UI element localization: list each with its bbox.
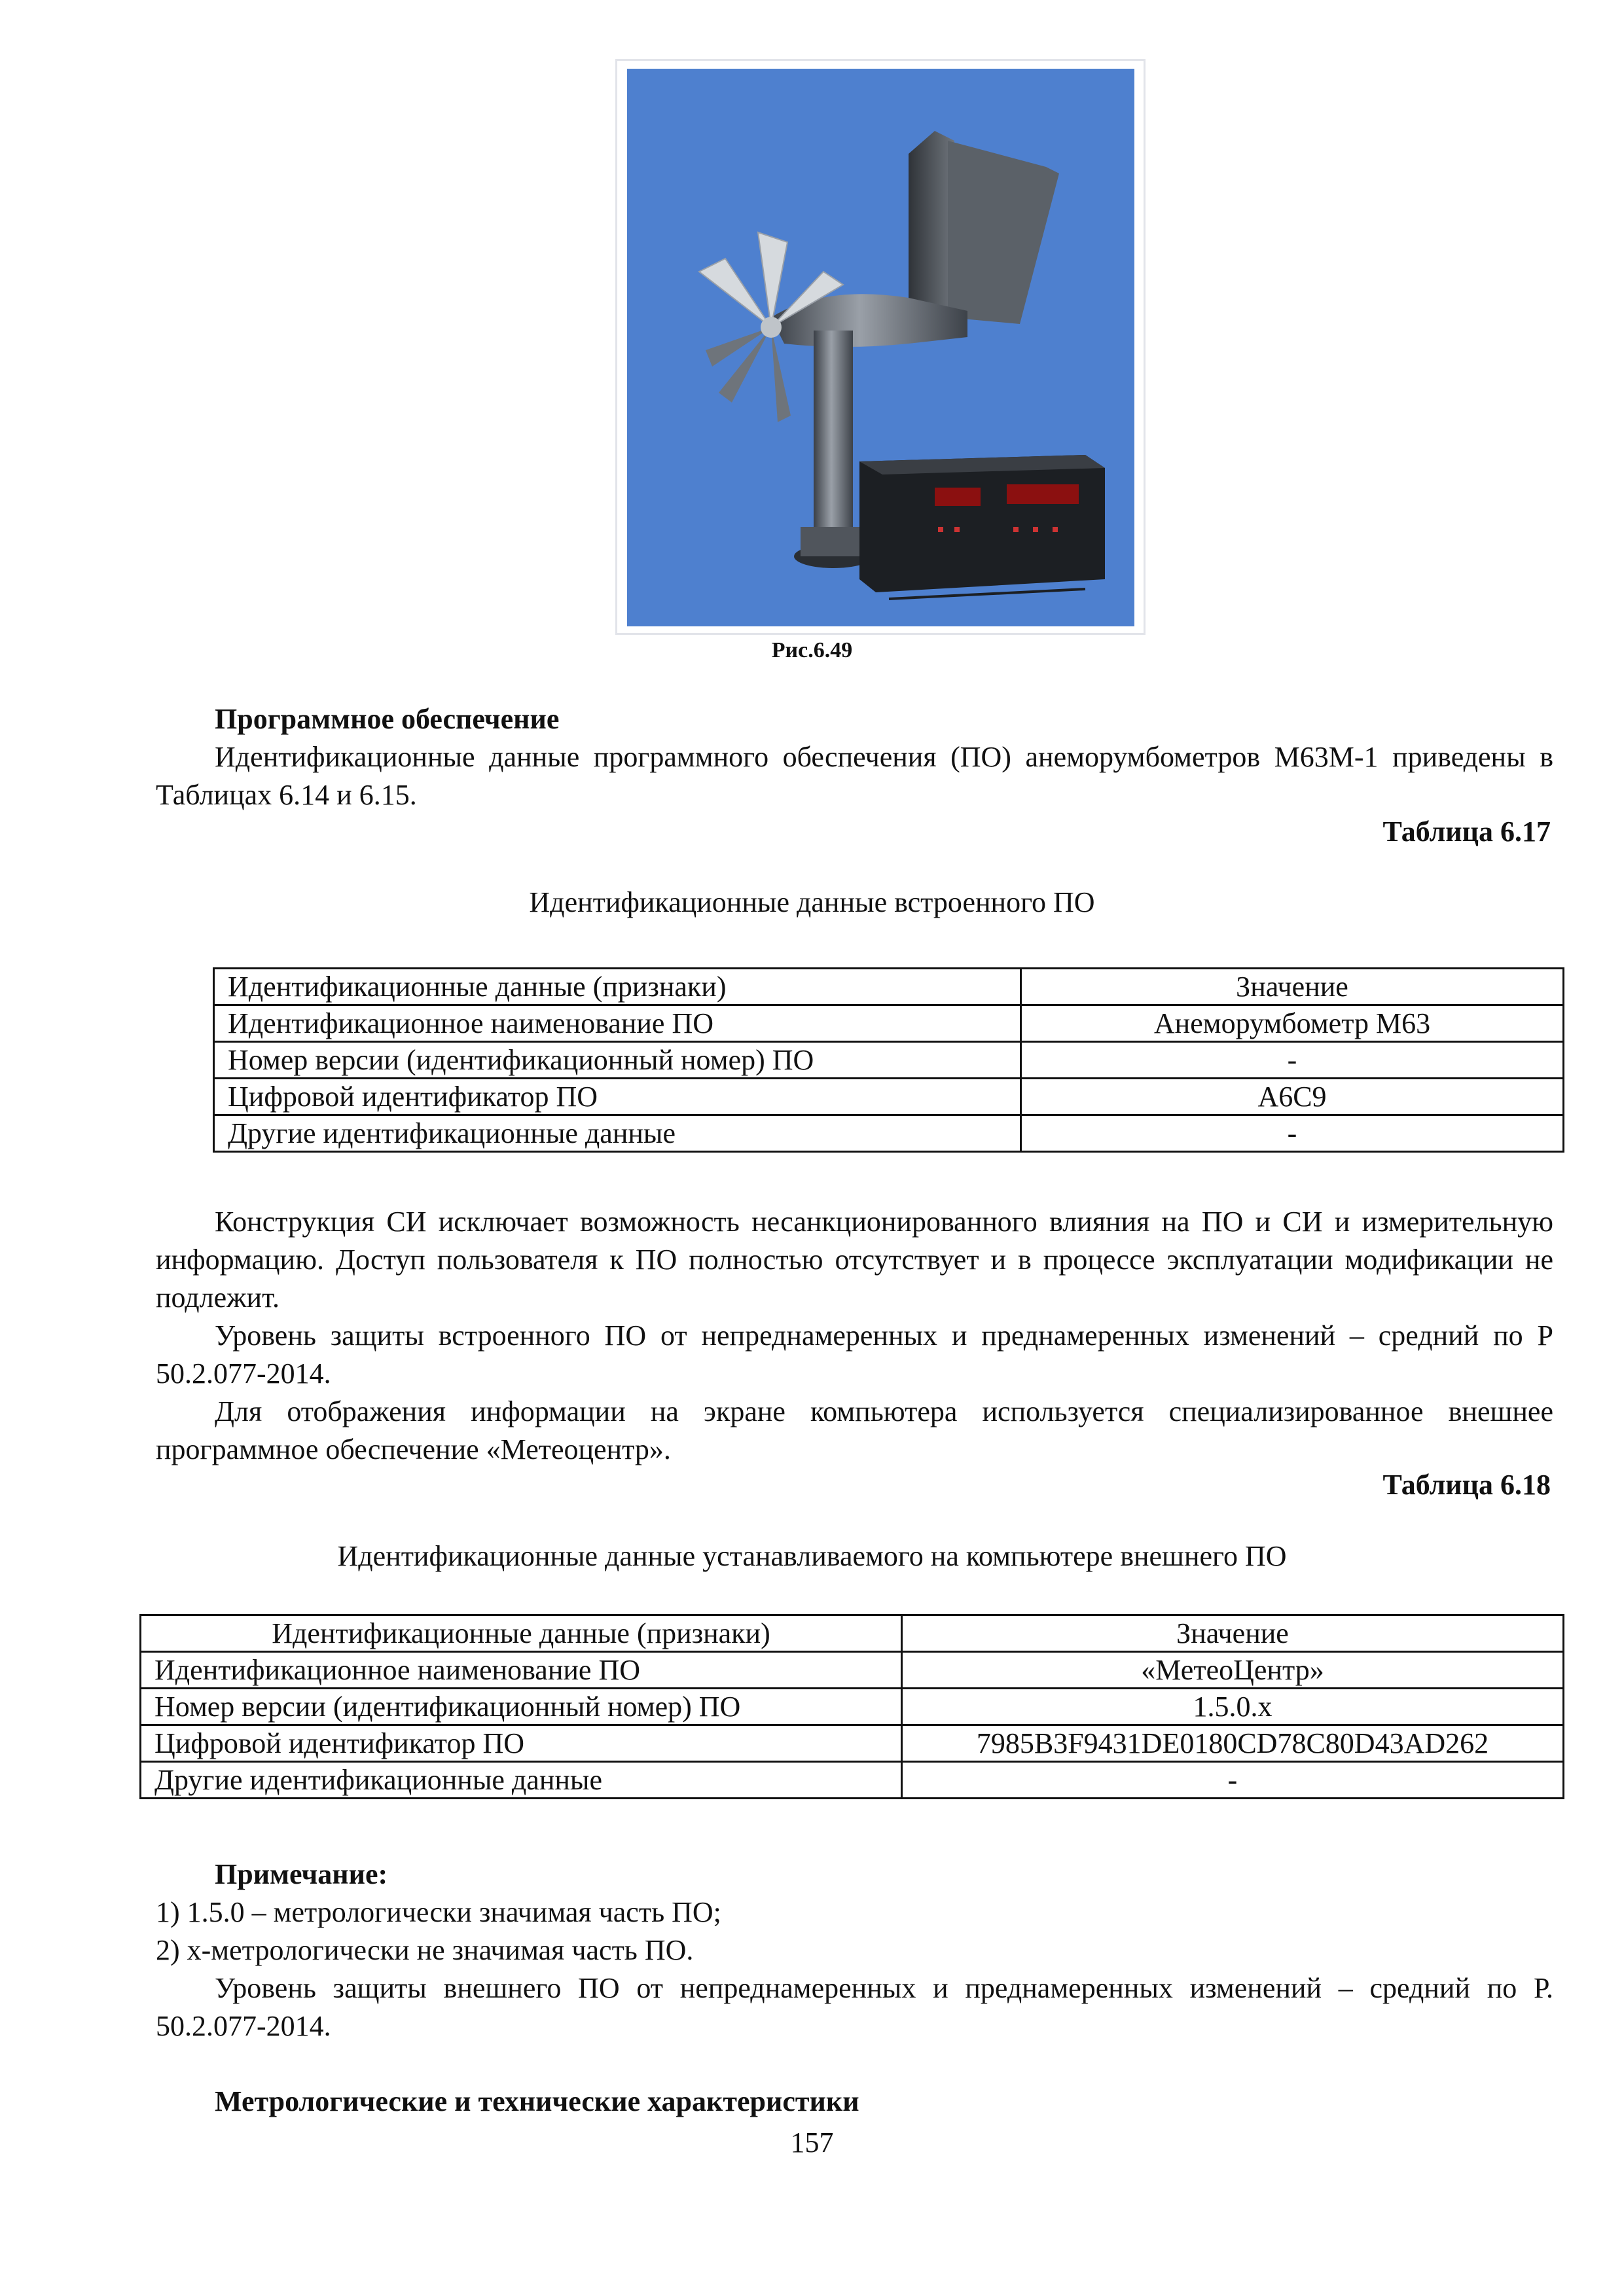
table-header-row	[141, 1615, 1564, 1652]
table-cell: Анеморумбометр М63	[1021, 1005, 1564, 1042]
table-cell: Номер версии (идентификационный номер) ПО	[214, 1042, 1021, 1079]
table-cell: A6C9	[1021, 1079, 1564, 1115]
paragraph-external-software: Для отображения информации на экране компьютера используется специализированное внешнее программное обеспечение «Метеоцентр».	[156, 1395, 1553, 1465]
table-cell: -	[1021, 1115, 1564, 1152]
table-cell: Идентификационное наименование ПО	[141, 1652, 902, 1689]
table2-label: Таблица 6.18	[1382, 1469, 1551, 1501]
note-item-2: 2) x-метрологически не значимая часть ПО.	[156, 1934, 694, 1966]
paragraph-external-protection: Уровень защиты внешнего ПО от непреднамеренных и преднамеренных изменений – средний по Р. 50.2.077-2014.	[156, 1972, 1553, 2042]
section-heading-software: Программное обеспечение	[215, 703, 560, 735]
section-heading-characteristics: Метрологические и технические характеристики	[215, 2085, 859, 2117]
table-cell: -	[1021, 1042, 1564, 1079]
table-header-cell: Идентификационные данные (признаки)	[214, 969, 1021, 1005]
table-cell: Цифровой идентификатор ПО	[141, 1725, 902, 1762]
table-header-row	[214, 969, 1564, 1005]
table-row	[214, 1115, 1564, 1152]
table-external-software	[139, 1614, 1564, 1799]
table-cell: 7985B3F9431DE0180CD78C80D43AD262	[902, 1725, 1564, 1762]
table-row	[214, 1005, 1564, 1042]
figure-caption: Рис.6.49	[771, 638, 853, 662]
paragraph-construction: Конструкция СИ исключает возможность несанкционированного влияния на ПО и СИ и измерительную информацию. Доступ пользователя к ПО полностью отсутствует и в процессе эксплуатации модификации не подлежит.	[156, 1206, 1553, 1314]
table1-title: Идентификационные данные встроенного ПО	[529, 886, 1095, 918]
paragraph-protection-level: Уровень защиты встроенного ПО от непреднамеренных и преднамеренных изменений – средний по Р 50.2.077-2014.	[156, 1319, 1553, 1390]
table-row	[214, 1042, 1564, 1079]
table-header-cell: Значение	[902, 1615, 1564, 1652]
table-row	[141, 1762, 1564, 1799]
table-cell: -	[902, 1762, 1564, 1799]
table-cell: «МетеоЦентр»	[902, 1652, 1564, 1689]
table-header-cell: Идентификационные данные (признаки)	[141, 1615, 902, 1652]
table-row	[214, 1079, 1564, 1115]
note-heading: Примечание:	[215, 1858, 388, 1890]
table-cell: 1.5.0.x	[902, 1689, 1564, 1725]
table-cell: Номер версии (идентификационный номер) ПО	[141, 1689, 902, 1725]
table-row	[141, 1652, 1564, 1689]
note-item-1: 1) 1.5.0 – метрологически значимая часть ПО;	[156, 1896, 721, 1928]
table2-title: Идентификационные данные устанавливаемого на компьютере внешнего ПО	[337, 1540, 1287, 1572]
table-cell: Идентификационное наименование ПО	[214, 1005, 1021, 1042]
table-cell: Цифровой идентификатор ПО	[214, 1079, 1021, 1115]
table1-label: Таблица 6.17	[1382, 816, 1551, 848]
table-row	[141, 1725, 1564, 1762]
table-cell: Другие идентификационные данные	[141, 1762, 902, 1799]
intro-paragraph: Идентификационные данные программного обеспечения (ПО) анеморумбометров М63М-1 приведены в Таблицах 6.14 и 6.15.	[156, 741, 1553, 811]
anemometer-photo	[627, 69, 1134, 626]
page-number: 157	[790, 2126, 834, 2159]
table-header-cell: Значение	[1021, 969, 1564, 1005]
table-row	[141, 1689, 1564, 1725]
table-cell: Другие идентификационные данные	[214, 1115, 1021, 1152]
table-embedded-software	[213, 967, 1564, 1153]
